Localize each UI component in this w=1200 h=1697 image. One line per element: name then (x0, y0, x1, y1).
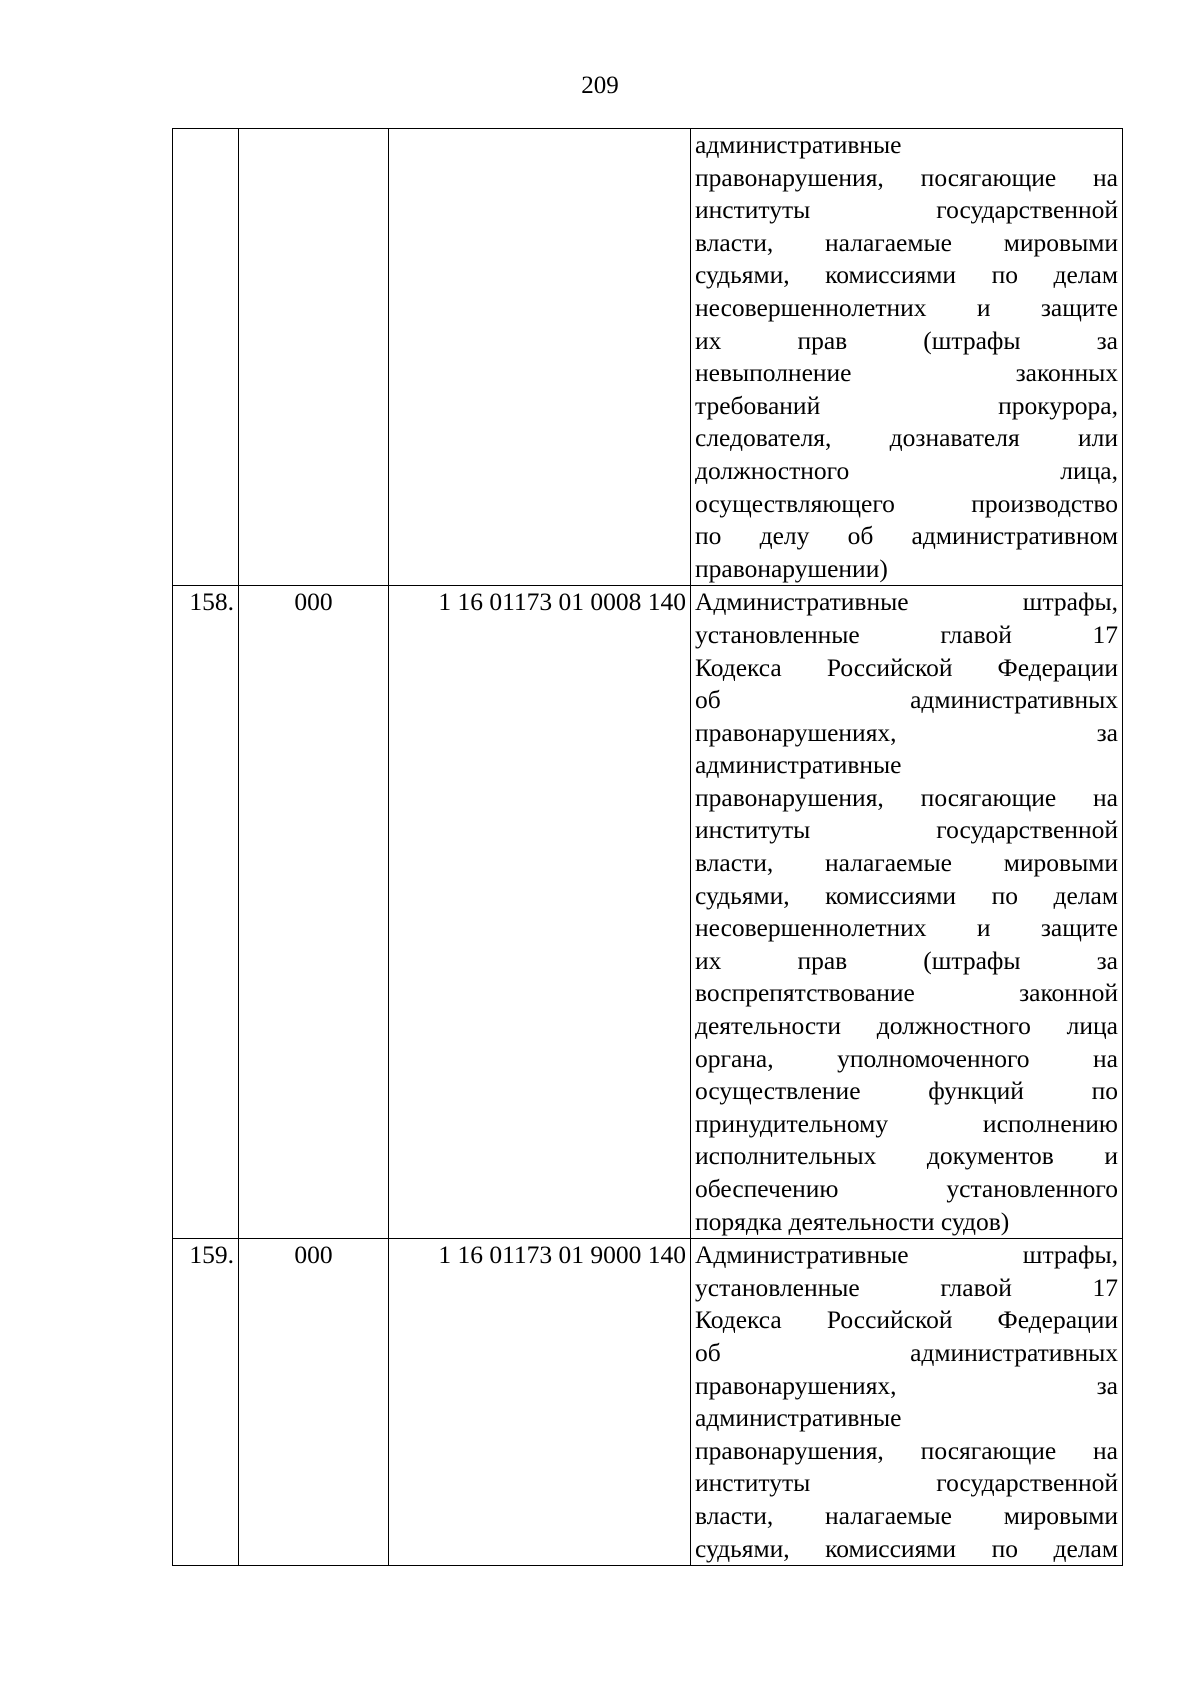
description-line: исполнительных документов и (695, 1141, 1118, 1171)
description-line: об административных (695, 685, 1118, 715)
admin-code-cell (239, 129, 389, 586)
income-description-cell (691, 586, 1123, 1239)
description-line: правонарушения, посягающие на (695, 162, 1118, 192)
description-line: их прав (штрафы за (695, 325, 1118, 355)
description-line: Административные штрафы, (695, 587, 1118, 617)
description-line: должностного лица, (695, 455, 1118, 485)
admin-code-cell: 000 (239, 586, 389, 1239)
description-line: по делу об административном (695, 521, 1118, 551)
description-line: обеспечению установленного (695, 1174, 1118, 1203)
description-line: Кодекса Российской Федерации (695, 1305, 1118, 1335)
description-line: правонарушения, посягающие на (695, 1435, 1118, 1465)
description-line: административные (695, 1403, 902, 1433)
description-line: об административных (695, 1337, 1118, 1367)
description-line: воспрепятствование законной (695, 978, 1118, 1008)
description-line: принудительному исполнению (695, 1108, 1118, 1138)
row-number-cell: 159. (173, 1239, 239, 1566)
description-line: несовершеннолетних и защите (695, 913, 1118, 943)
description-line: осуществление функций по (695, 1076, 1118, 1106)
description-line: институты государственной (695, 1468, 1118, 1498)
description-line: органа, уполномоченного на (695, 1043, 1118, 1073)
income-description-cell (691, 129, 1123, 586)
budget-classification-code-cell: 1 16 01173 01 9000 140 (389, 1239, 691, 1566)
description-line: требований прокурора, (695, 390, 1118, 420)
income-description-cell (691, 1239, 1123, 1566)
description-line: правонарушениях, за (695, 1370, 1118, 1400)
description-line: судьями, комиссиями по делам (695, 1533, 1118, 1563)
description-line: власти, налагаемые мировыми (695, 848, 1118, 878)
description-line: институты государственной (695, 815, 1118, 845)
description-line: судьями, комиссиями по делам (695, 880, 1118, 910)
admin-code-cell: 000 (239, 1239, 389, 1566)
description-line: правонарушения, посягающие на (695, 782, 1118, 812)
description-line: институты государственной (695, 195, 1118, 225)
description-line: невыполнение законных (695, 358, 1118, 388)
table-body (173, 129, 1123, 1566)
description-line: власти, налагаемые мировыми (695, 227, 1118, 257)
table-row (173, 1239, 1123, 1566)
description-line: власти, налагаемые мировыми (695, 1500, 1118, 1530)
description-line: правонарушениях, за (695, 717, 1118, 747)
table-row (173, 586, 1123, 1239)
description-line: порядка деятельности судов) (695, 1206, 1010, 1236)
description-line: административные (695, 750, 902, 780)
table-row (173, 129, 1123, 586)
description-line: их прав (штрафы за (695, 945, 1118, 975)
description-line: административные (695, 130, 902, 159)
budget-classification-code-cell: 1 16 01173 01 0008 140 (389, 586, 691, 1239)
description-line: осуществляющего производство (695, 488, 1118, 518)
row-number-cell (173, 129, 239, 586)
description-line: Административные штрафы, (695, 1240, 1118, 1270)
description-line: установленные главой 17 (695, 619, 1118, 649)
description-line: судьями, комиссиями по делам (695, 260, 1118, 290)
description-line: Кодекса Российской Федерации (695, 652, 1118, 682)
description-line: следователя, дознавателя или (695, 423, 1118, 453)
row-number-cell: 158. (173, 586, 239, 1239)
description-line: деятельности должностного лица (695, 1011, 1118, 1041)
description-line: установленные главой 17 (695, 1272, 1118, 1302)
page-number: 209 (581, 72, 619, 99)
description-line: правонарушении) (695, 553, 888, 583)
budget-classification-code-cell (389, 129, 691, 586)
description-line: несовершеннолетних и защите (695, 292, 1118, 322)
budget-code-table (172, 128, 1123, 1566)
